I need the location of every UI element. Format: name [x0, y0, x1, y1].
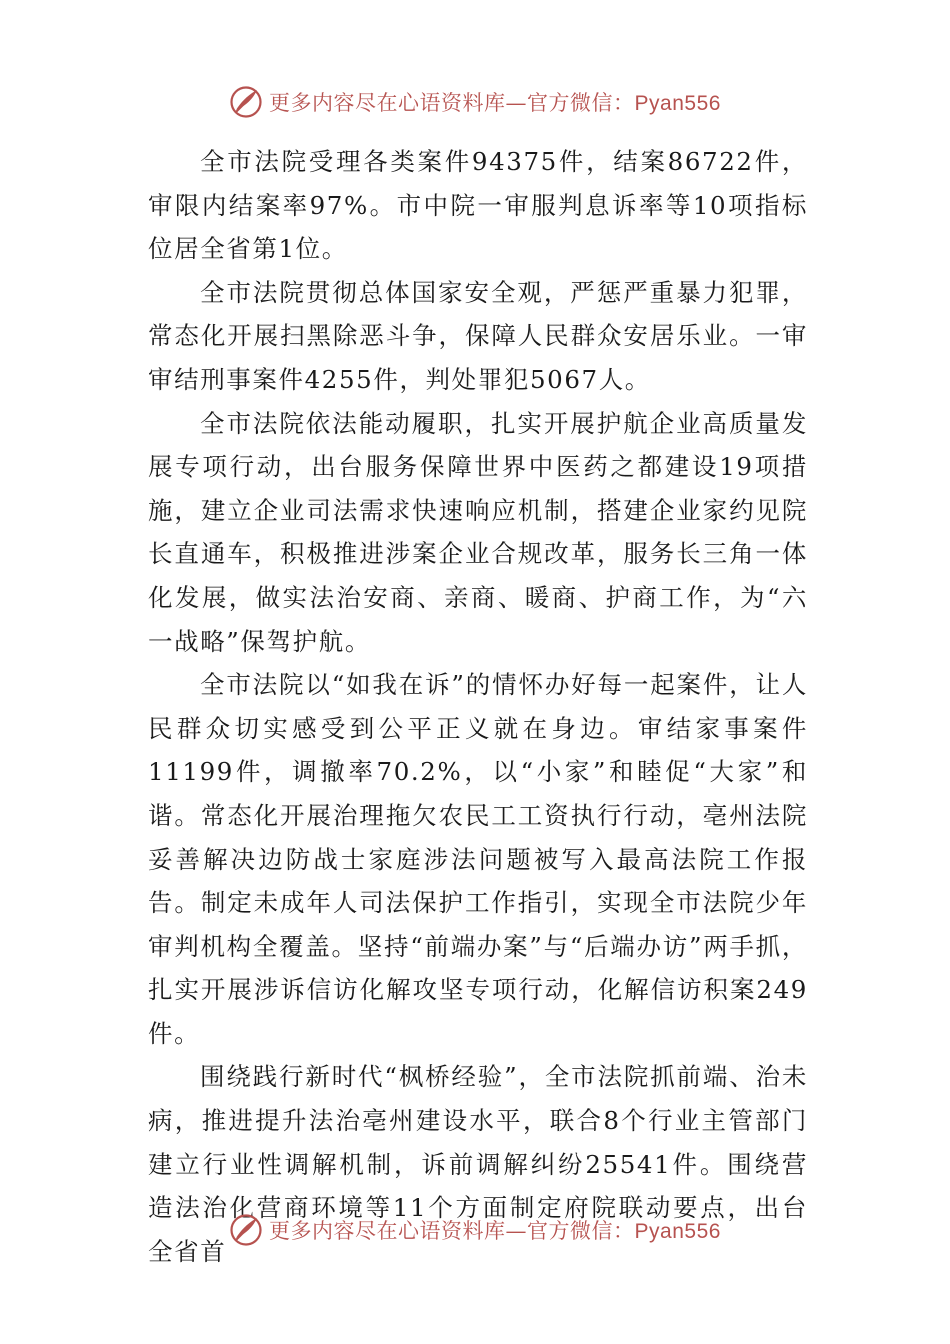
paragraph-3: 全市法院依法能动履职，扎实开展护航企业高质量发展专项行动，出台服务保障世界中医药之都建设19项措施，建立企业司法需求快速响应机制，搭建企业家约见院长直通车，积极推进涉案企业合规改革，服务长三角一体化发展，做实法治安商、亲商、暖商、护商工作，为“六一战略”保驾护航。	[148, 408, 808, 656]
footer-banner-inner	[229, 1213, 721, 1247]
paragraph-2: 全市法院贯彻总体国家安全观，严惩严重暴力犯罪，常态化开展扫黑除恶斗争，保障人民群众安居乐业。一审审结刑事案件4255件，判处罪犯5067人。	[148, 277, 808, 394]
paragraph-1: 全市法院受理各类案件94375件，结案86722件，审限内结案率97%。市中院一审服判息诉率等10项指标位居全省第1位。	[148, 147, 808, 264]
quill-logo-icon	[229, 85, 263, 119]
document-body	[148, 140, 808, 1273]
quill-logo-icon	[229, 1213, 263, 1247]
footer-banner	[0, 1210, 950, 1250]
header-banner-wechat-id: Pyan556	[634, 92, 721, 115]
header-banner-inner	[229, 85, 721, 119]
footer-banner-text	[269, 1215, 721, 1245]
header-banner	[0, 82, 950, 122]
header-banner-label: 更多内容尽在心语资料库—官方微信：	[269, 91, 635, 115]
footer-banner-wechat-id: Pyan556	[634, 1220, 721, 1243]
paragraph-5: 围绕践行新时代“枫桥经验”，全市法院抓前端、治未病，推进提升法治亳州建设水平，联合8个行业主管部门建立行业性调解机制，诉前调解纠纷25541件。围绕营造法治化营商环境等11个方面制定府院联动要点，出台全省首	[148, 1062, 808, 1266]
header-banner-text	[269, 87, 721, 117]
paragraph-4: 全市法院以“如我在诉”的情怀办好每一起案件，让人民群众切实感受到公平正义就在身边。审结家事案件11199件，调撤率70.2%，以“小家”和睦促“大家”和谐。常态化开展治理拖欠农民工工资执行行动，亳州法院妥善解决边防战士家庭涉法问题被写入最高法院工作报告。制定未成年人司法保护工作指引，实现全市法院少年审判机构全覆盖。坚持“前端办案”与“后端办访”两手抓，扎实开展涉诉信访化解攻坚专项行动，化解信访积案249件。	[148, 670, 808, 1048]
footer-banner-label: 更多内容尽在心语资料库—官方微信：	[269, 1219, 635, 1243]
